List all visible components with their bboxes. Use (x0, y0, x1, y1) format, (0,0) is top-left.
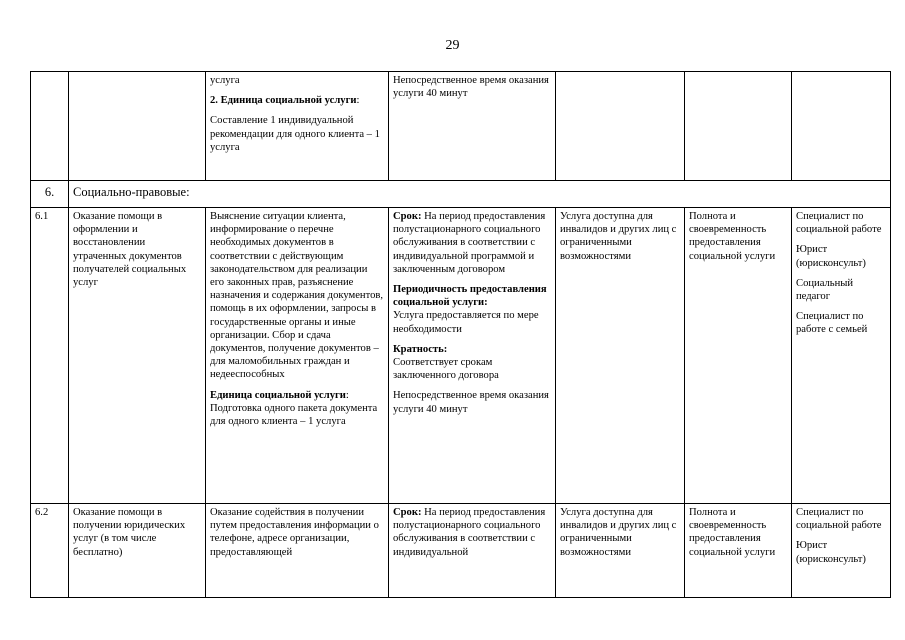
multiplicity-label: Кратность: (393, 343, 448, 355)
term-label: Срок: (393, 507, 422, 518)
unit-label: Единица социальной услуги (210, 389, 346, 401)
term-text: На период предоставления полустационарного социального обслуживания в соответствии с индивидуальной (393, 507, 546, 558)
section-row (31, 181, 891, 208)
term-cell (389, 504, 556, 598)
unit-label: 2. Единица социальной услуги (210, 95, 357, 107)
term-text: На период предоставления полустационарного социального обслуживания в соответствии с индивидуальной программой и заключенным договором (393, 211, 546, 275)
section-number: 6. (31, 181, 69, 208)
staff-item: Специалист по социальной работе (796, 507, 882, 532)
term-label: Срок: (393, 211, 422, 222)
unit-text: Составление 1 индивидуальной рекомендации для одного клиента – 1 услуга (210, 115, 380, 153)
cell-accessibility-empty (556, 72, 685, 181)
service-name: Оказание помощи в получении юридических услуг (в том числе бесплатно) (69, 504, 206, 598)
cell-staff-empty (792, 72, 891, 181)
staff-cell (792, 504, 891, 598)
section-title: Социально-правовые: (69, 181, 891, 208)
table-row (31, 504, 891, 598)
staff-item: Специалист по работе с семьей (796, 311, 868, 336)
cell-name-empty (69, 72, 206, 181)
unit-text: Подготовка одного пакета документа для одного клиента – 1 услуга (210, 402, 378, 428)
service-name: Оказание помощи в оформлении и восстановлении утраченных документов получателей социальных услуг (69, 208, 206, 504)
cell-description-continued (206, 72, 389, 181)
services-table (30, 71, 891, 598)
time-text: Непосредственное время оказания услуги 40 минут (393, 390, 549, 415)
row-number: 6.1 (31, 208, 69, 504)
staff-item: Специалист по социальной работе (796, 211, 882, 236)
cell-num-empty (31, 72, 69, 181)
service-description-cell: Выяснение ситуации клиента, информирование о перечне необходимых документов в соответствии с действующим законодательством для реализации его законных прав, разъяснение назначения и содержания документов, помощь в их оформлении, запросы в государственные органы и иные организации. Сбор и сдача документов, получение документов – для маломобильных граждан и недееспособных Единица социальной услуги: Подготовка одного пакета документа для одного клиента – 1 услуга (206, 208, 389, 504)
accessibility-cell: Услуга доступна для инвалидов и других лиц с ограниченными возможностями (556, 504, 685, 598)
unit-label-suffix: : (356, 95, 360, 107)
service-description: Оказание содействия в получении путем предоставления информации о телефоне, адресе организации, предоставляющей (206, 504, 389, 598)
staff-item: Юрист (юрисконсульт) (796, 244, 866, 269)
multiplicity-text: Соответствует срокам заключенного договора (393, 357, 499, 382)
staff-item: Социальный педагог (796, 277, 854, 303)
term-cell (389, 208, 556, 504)
quality-cell: Полнота и своевременность предоставления социальной услуги (685, 208, 792, 504)
row-number: 6.2 (31, 504, 69, 598)
period-label: Периодичность предоставления социальной услуги: (393, 284, 547, 309)
staff-item: Юрист (юрисконсульт) (796, 540, 866, 565)
cell-quality-empty (685, 72, 792, 181)
table-row-continued (31, 72, 891, 181)
page-number: 29 (445, 38, 460, 53)
term-time-text: Непосредственное время оказания услуги 40 минут (393, 75, 549, 100)
cell-term-continued (389, 72, 556, 181)
period-text: Услуга предоставляется по мере необходимости (393, 310, 539, 335)
staff-cell (792, 208, 891, 504)
quality-cell: Полнота и своевременность предоставления социальной услуги (685, 504, 792, 598)
service-description: Выяснение ситуации клиента, информирование о перечне необходимых документов в соответствии с действующим законодательством для реализации его законных прав, разъяснение назначения и содержания документов, помощь в их оформлении, запросы в государственные органы и иные организации. Сбор и сдача документов, получение документов – для маломобильных граждан и недееспособных (210, 211, 384, 381)
table-row (31, 208, 891, 504)
accessibility-cell: Услуга доступна для инвалидов и других лиц с ограниченными возможностями (556, 208, 685, 504)
service-text-fragment: услуга (210, 75, 240, 86)
